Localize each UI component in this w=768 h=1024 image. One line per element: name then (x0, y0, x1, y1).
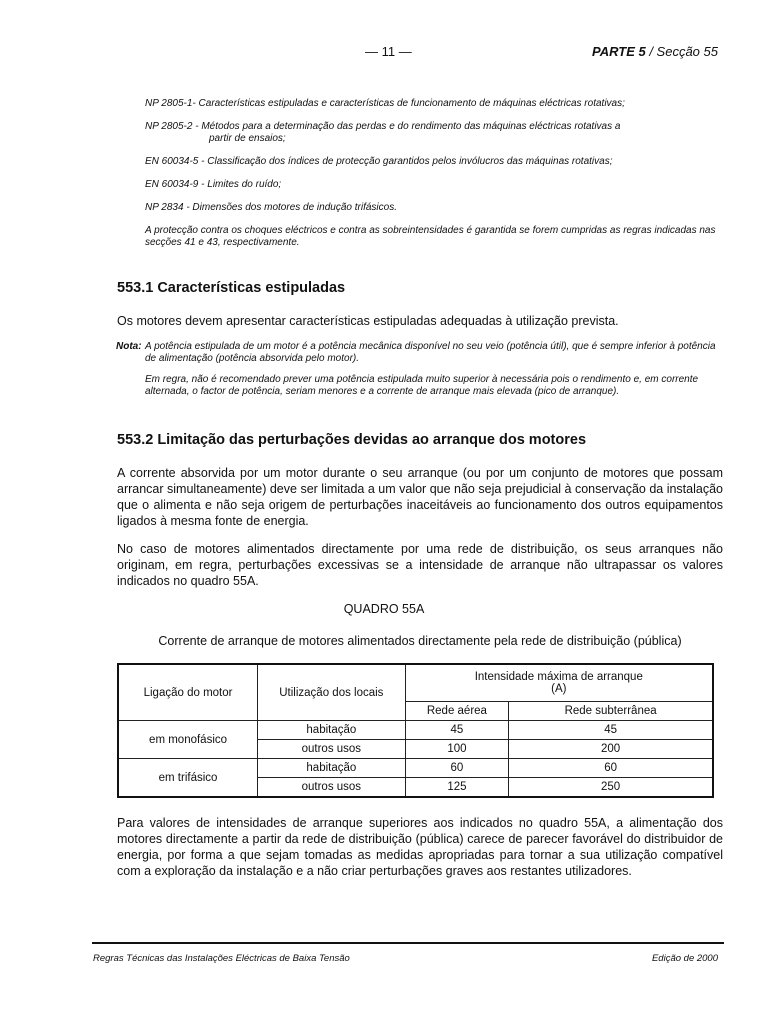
reference-item: NP 2834 - Dimensões dos motores de indução trifásicos. (145, 202, 397, 213)
part-label: PARTE 5 (592, 44, 646, 59)
table-cell: 45 (405, 721, 509, 740)
table-cell: outros usos (258, 740, 406, 759)
table-row (118, 759, 713, 778)
table-cell: em monofásico (118, 721, 258, 759)
section-553-1-paragraph: Os motores devem apresentar características estipuladas adequadas à utilização prevista. (117, 314, 619, 328)
table-cell: habitação (258, 721, 406, 740)
note-paragraph: Em regra, não é recomendado prever uma potência estipulada muito superior à necessária pois o rendimento e, em corrente alternada, o factor de potência, seriam menores e a corrente de arranque mais elevada (pico de arranque). (145, 374, 699, 397)
section-label: / Secção 55 (645, 44, 718, 59)
table-cell: 60 (509, 759, 713, 778)
note-paragraph: A potência estipulada de um motor é a potência mecânica disponível no seu veio (potência útil), que é sempre inferior à potência de alimentação (potência absorvida pelo motor). (145, 341, 716, 364)
table-cell: 100 (405, 740, 509, 759)
footer-divider (92, 942, 724, 944)
section-553-2-paragraph: Para valores de intensidades de arranque superiores aos indicados no quadro 55A, a alimentação dos motores directamente a partir da rede de distribuição (pública) carece de parecer favorável do distribuidor de energia, por forma a que sejam tomadas as medidas apropriadas para tornar a sua utilização compatível com a exploração da instalação e a não criar perturbações graves aos restantes utilizadores. (117, 816, 723, 878)
protection-intro-text: A protecção contra os choques eléctricos e contra as sobreintensidades é garantida se forem cumpridas as regras indicadas nas secções 41 e 43, respectivamente. (145, 225, 716, 248)
page-number: — 11 — (365, 44, 412, 59)
table-row (118, 721, 713, 740)
reference-item: NP 2805-1- Características estipuladas e características de funcionamento de máquinas eléctricas rotativas; (145, 98, 625, 109)
table-header-cell: Ligação do motor (118, 664, 258, 721)
table-header-cell: Rede subterrânea (509, 702, 713, 721)
footer-edition: Edição de 2000 (651, 953, 718, 964)
starting-current-table (117, 663, 714, 798)
table-title: QUADRO 55A (343, 602, 425, 616)
reference-item: NP 2805-2 - Métodos para a determinação das perdas e do rendimento das máquinas eléctricas rotativas a partir de ensaios; (145, 121, 621, 144)
table-cell: outros usos (258, 778, 406, 798)
standards-reference-list (145, 98, 725, 260)
table-cell: 45 (509, 721, 713, 740)
section-heading-553-2: 553.2 Limitação das perturbações devidas ao arranque dos motores (117, 432, 587, 448)
table-header-cell: Utilização dos locais (258, 664, 406, 721)
footer-title: Regras Técnicas das Instalações Eléctricas de Baixa Tensão (93, 953, 350, 964)
section-heading-553-1: 553.1 Características estipuladas (117, 280, 346, 296)
note-label: Nota: (116, 341, 142, 352)
table-cell: 250 (509, 778, 713, 798)
table-header-cell: Intensidade máxima de arranque (A) (405, 664, 713, 702)
part-section-label (592, 44, 718, 59)
table-caption: Corrente de arranque de motores alimentados directamente pela rede de distribuição (pública) (158, 634, 682, 648)
reference-item: EN 60034-5 - Classificação dos índices de protecção garantidos pelos invólucros das máquinas rotativas; (145, 156, 613, 167)
section-553-2-paragraph: No caso de motores alimentados directamente por uma rede de distribuição, os seus arranques não originam, em regra, perturbações excessivas se a intensidade de arranque não ultrapassar os valores indicados no quadro 55A. (117, 542, 723, 588)
table-cell: 125 (405, 778, 509, 798)
reference-item: EN 60034-9 - Limites do ruído; (145, 179, 282, 190)
table-cell: 60 (405, 759, 509, 778)
note-block (116, 341, 724, 407)
section-553-2-paragraph: A corrente absorvida por um motor durante o seu arranque (ou por um conjunto de motores que possam arrancar simultaneamente) deve ser limitada a um valor que não seja prejudicial à conservação da instalação que o alimenta e não seja origem de perturbações inaceitáveis ao funcionamento dos outros equipamentos ligados à mesma fonte de energia. (117, 466, 723, 528)
table-cell: 200 (509, 740, 713, 759)
table-cell: habitação (258, 759, 406, 778)
page-header (0, 44, 768, 64)
table-cell: em trifásico (118, 759, 258, 798)
table-header-cell: Rede aérea (405, 702, 509, 721)
